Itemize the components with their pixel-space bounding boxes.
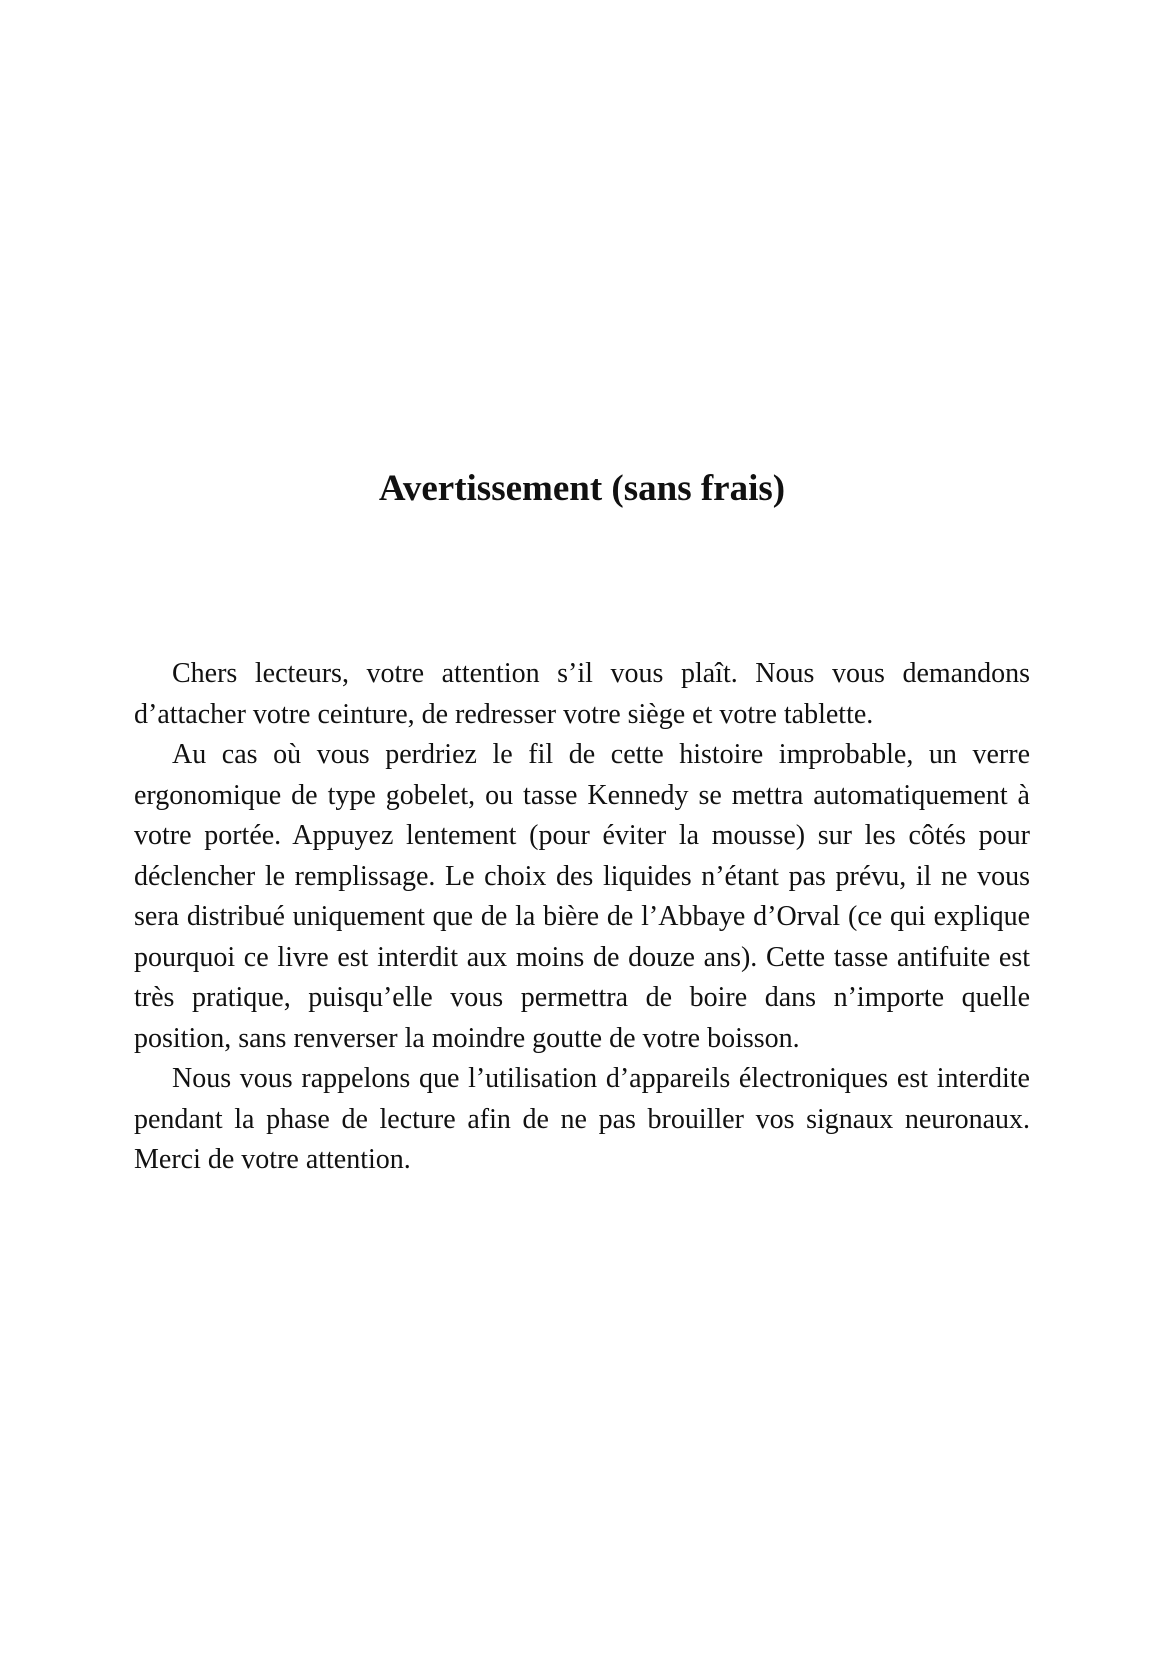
paragraph: Au cas où vous perdriez le fil de cette histoire improbable, un verre ergonomique de type gobelet, ou tasse Kennedy se mettra automatiquement à votre portée. Appuyez lentement (pour éviter la mousse) sur les côtés pour déclencher le remplissage. Le choix des liquides n’étant pas prévu, il ne vous sera distribué uniquement que de la bière de l’Abbaye d’Orval (ce qui explique pourquoi ce livre est interdit aux moins de douze ans). Cette tasse antifuite est très pratique, puisqu’elle vous permettra de boire dans n’importe quelle position, sans renverser la moindre goutte de votre boisson. xyxy=(134,739,1030,1054)
paragraph: Chers lecteurs, votre attention s’il vous plaît. Nous vous demandons d’attacher votre ceinture, de redresser votre siège et votre tablette. xyxy=(134,658,1030,730)
chapter-body xyxy=(134,654,1030,1181)
chapter-title: Avertissement (sans frais) xyxy=(378,468,786,509)
paragraph: Nous vous rappelons que l’utilisation d’appareils électroniques est interdite pendant la phase de lecture afin de ne pas brouiller vos signaux neuronaux. Merci de votre attention. xyxy=(134,1063,1030,1175)
